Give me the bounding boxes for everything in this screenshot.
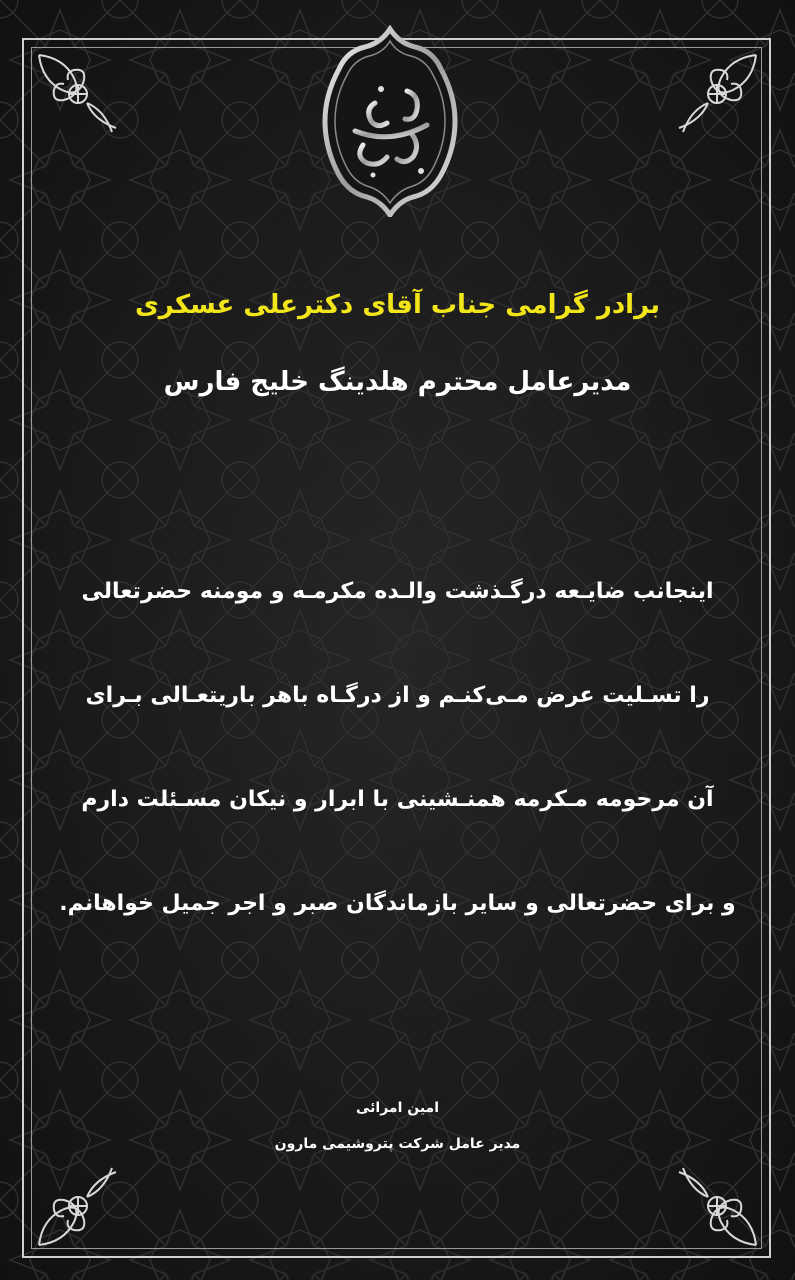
- condolence-message: [40, 572, 755, 988]
- message-line: و برای حضرتعالی و سایر بازماندگان صبر و اجر جمیل خواهانم.: [59, 891, 736, 916]
- message-line: اینجانب ضایـعه درگـذشت والـده مکرمـه و مومنه حضرتعالی: [81, 579, 714, 604]
- message-line: آن مرحومه مـکرمه همنـشینی با ابرار و نیکان مسـئلت دارم: [81, 787, 714, 812]
- corner-ornament-icon: [34, 50, 124, 140]
- recipient-title: برادر گرامی جناب آقای دکترعلی عسکری: [134, 290, 661, 320]
- recipient-position: مدیرعامل محترم هلدینگ خلیج فارس: [163, 367, 632, 397]
- corner-ornament-icon: [34, 1160, 124, 1250]
- corner-ornament-icon: [671, 50, 761, 140]
- sender-name: امین امرائی: [355, 1100, 440, 1116]
- corner-ornament-icon: [671, 1160, 761, 1250]
- sender-title: مدیر عامل شرکت پتروشیمی مارون: [274, 1136, 521, 1152]
- message-line: را تسـلیت عرض مـی‌کنـم و از درگـاه باهر باریتعـالی بـرای: [85, 683, 710, 708]
- calligraphy-emblem-icon: [315, 25, 465, 217]
